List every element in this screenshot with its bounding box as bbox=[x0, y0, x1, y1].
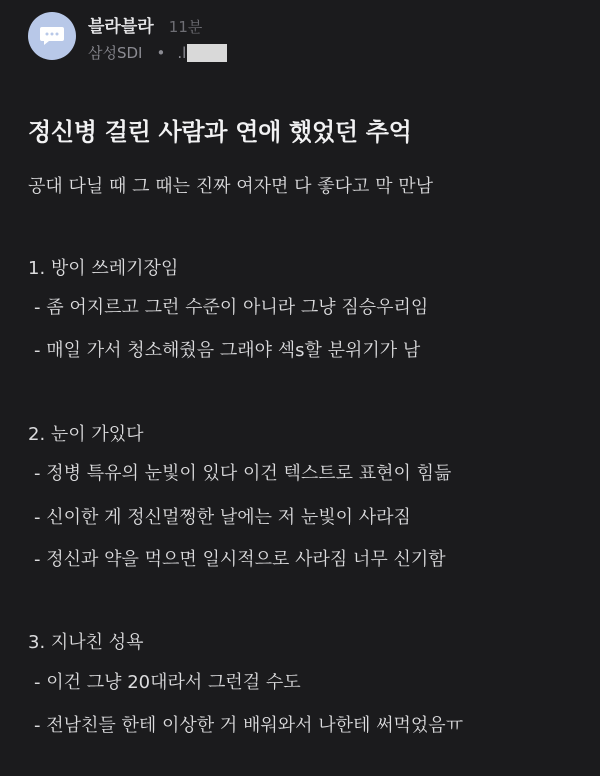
section-heading: 2. 눈이 가있다 bbox=[28, 424, 144, 445]
bullet-item: - 매일 가서 청소해줬음 그래야 섹s할 분위기가 남 bbox=[34, 340, 421, 361]
separator-dot: • bbox=[156, 43, 166, 62]
bullet-item: - 신이한 게 정신멀쩡한 날에는 저 눈빛이 사라짐 bbox=[34, 507, 411, 528]
author-row bbox=[88, 12, 202, 37]
bullet-item: - 전남친들 한테 이상한 거 배워와서 나한테 써먹었음ㅠ bbox=[34, 715, 464, 736]
post-intro: 공대 다닐 때 그 때는 진짜 여자면 다 좋다고 막 만남 bbox=[28, 176, 433, 197]
bullet-item: - 좀 어지르고 그런 수준이 아니라 그냥 짐승우리임 bbox=[34, 297, 429, 318]
section-heading: 3. 지나친 성욕 bbox=[28, 632, 144, 653]
post-title: 정신병 걸린 사람과 연애 했었던 추억 bbox=[28, 118, 412, 146]
redacted-block bbox=[187, 44, 227, 62]
chat-bubble-icon bbox=[39, 25, 65, 47]
avatar[interactable] bbox=[28, 12, 76, 60]
post-time: 11분 bbox=[168, 18, 203, 36]
bullet-item: - 이건 그냥 20대라서 그런걸 수도 bbox=[34, 672, 301, 693]
company-row bbox=[88, 42, 227, 63]
author-name[interactable]: 블라블라 bbox=[88, 17, 154, 37]
post-header bbox=[28, 8, 588, 68]
bullet-item: - 정병 특유의 눈빛이 있다 이건 텍스트로 표현이 힘듦 bbox=[34, 463, 452, 484]
redacted-prefix: .l bbox=[177, 43, 187, 62]
section-heading: 1. 방이 쓰레기장임 bbox=[28, 258, 179, 279]
company-name[interactable]: 삼성SDI bbox=[88, 44, 143, 62]
bullet-item: - 정신과 약을 먹으면 일시적으로 사라짐 너무 신기함 bbox=[34, 549, 446, 570]
